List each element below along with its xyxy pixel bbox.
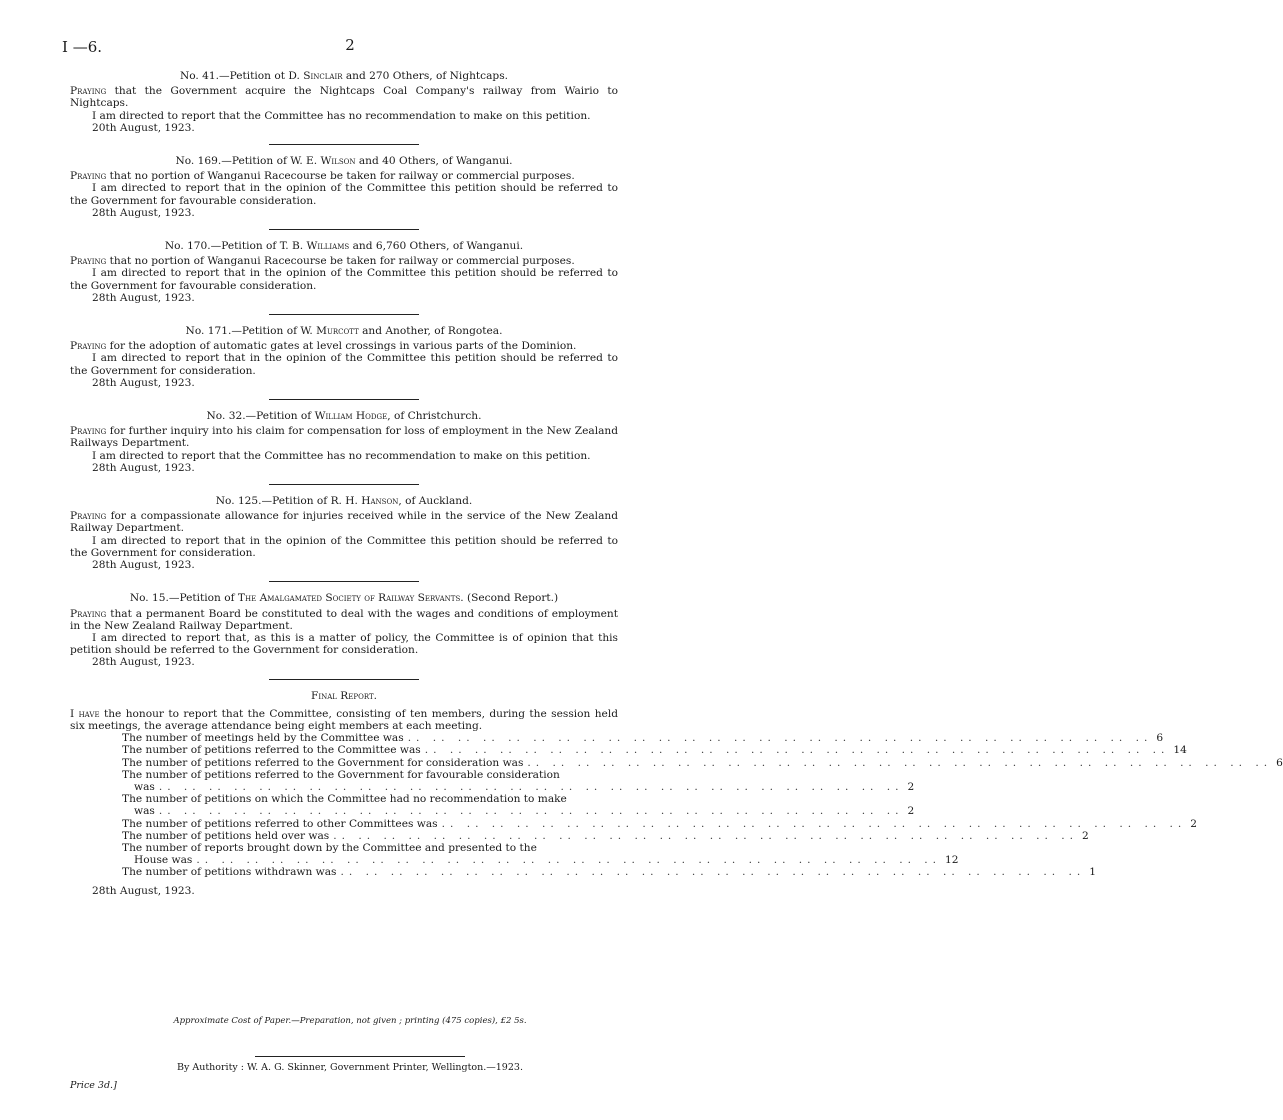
leader-dots: .. .. .. .. .. .. .. .. .. .. .. .. .. .. .. .. .. .. .. .. .. .. .. .. .. .. .. .. .. .. [196, 854, 942, 867]
statistic-item [122, 768, 915, 793]
petition-prayer [70, 85, 618, 109]
statistic-label: The number of reports brought down by the Committee and presented to the [122, 841, 537, 854]
committee-report: I am directed to report that the Committee has no recommendation to make on this petition. [92, 449, 591, 462]
page-number: 2 [345, 36, 355, 54]
petition-divider [269, 484, 419, 485]
committee-report: I am directed to report that, as this is a matter of policy, the Committee is of opinion that this petition should be referred to the Government for consideration. [70, 631, 618, 657]
petition-title-prefix: No. 169.—Petition of W. E. [175, 155, 321, 168]
petition-date: 28th August, 1923. [92, 376, 195, 389]
petition-prayer [70, 510, 618, 534]
petition-date: 28th August, 1923. [92, 559, 195, 572]
praying-word: Praying [70, 607, 107, 620]
committee-report: I am directed to report that the Committee has no recommendation to make on this petition. [92, 109, 591, 122]
statistic-value: 2 [907, 780, 915, 793]
statistic-item [122, 829, 1089, 842]
footer-divider [255, 1056, 465, 1057]
statistic-label: The number of petitions withdrawn was [122, 866, 337, 879]
committee-report: I am directed to report that in the opinion of the Committee this petition should be referred to the Government for consideration. [70, 352, 618, 377]
document-body [70, 70, 1283, 897]
section-divider [269, 679, 419, 680]
statistic-item [122, 866, 1096, 879]
petition-entry [70, 70, 618, 134]
petition-title [70, 240, 618, 252]
petition-entry [70, 410, 618, 474]
statistic-label-continued: was [134, 780, 155, 793]
praying-text: that no portion of Wanganui Racecourse be taken for railway or commercial purposes. [106, 170, 575, 183]
leader-dots: .. .. .. .. .. .. .. .. .. .. .. .. .. .. .. .. .. .. .. .. .. .. .. .. .. .. .. .. .. .. [407, 732, 1153, 745]
petition-title-suffix: and 6,760 Others, of Wanganui. [349, 240, 524, 253]
petition-title-prefix: No. 41.—Petition ot D. [179, 70, 304, 82]
cost-of-paper-note: Approximate Cost of Paper.—Preparation, not given ; printing (475 copies), £2 5s. [173, 1016, 527, 1026]
committee-report: I am directed to report that in the opinion of the Committee this petition should be referred to the Government for consideration. [70, 534, 618, 559]
petition-entry [70, 155, 618, 219]
statistic-item [122, 756, 1283, 769]
petition-date: 20th August, 1923. [92, 121, 195, 134]
praying-word: Praying [70, 425, 107, 438]
statistic-label: The number of petitions on which the Committee had no recommendation to make [122, 793, 567, 806]
petition-entry [70, 592, 618, 668]
praying-text: that a permanent Board be constituted to deal with the wages and conditions of employment in the New Zealand Railway Department. [70, 607, 618, 632]
petition-title [70, 155, 618, 167]
statistic-value: 2 [1081, 829, 1089, 842]
statistic-label: The number of petitions held over was [122, 829, 330, 842]
petition-title [70, 495, 618, 507]
leader-dots: .. .. .. .. .. .. .. .. .. .. .. .. .. .. .. .. .. .. .. .. .. .. .. .. .. .. .. .. .. .. [424, 744, 1170, 757]
praying-text: that the Government acquire the Nightcaps Coal Company's railway from Wairio to Nightcaps. [70, 85, 618, 110]
petition-title-prefix: No. 125.—Petition of R. H. [215, 495, 362, 508]
leader-dots: .. .. .. .. .. .. .. .. .. .. .. .. .. .. .. .. .. .. .. .. .. .. .. .. .. .. .. .. .. .. [158, 805, 904, 818]
petition-entry [70, 325, 618, 389]
petitioner-name: Murcott [316, 325, 359, 338]
final-report-title: Final Report. [310, 689, 378, 702]
petition-divider [269, 314, 419, 315]
statistic-value: 1 [1089, 866, 1096, 879]
petition-title [70, 410, 618, 422]
statistic-item [122, 744, 1187, 757]
praying-word: Praying [70, 170, 107, 183]
committee-report: I am directed to report that in the opinion of the Committee this petition should be referred to the Government for favourable consideration. [70, 182, 618, 207]
leader-dots: .. .. .. .. .. .. .. .. .. .. .. .. .. .. .. .. .. .. .. .. .. .. .. .. .. .. .. .. .. .. [441, 817, 1187, 830]
petition-divider [269, 229, 419, 230]
statistic-value: 2 [907, 805, 915, 818]
leader-dots: .. .. .. .. .. .. .. .. .. .. .. .. .. .. .. .. .. .. .. .. .. .. .. .. .. .. .. .. .. .. [158, 780, 904, 793]
petition-title-prefix: No. 170.—Petition of T. B. [164, 240, 307, 253]
leader-dots: .. .. .. .. .. .. .. .. .. .. .. .. .. .. .. .. .. .. .. .. .. .. .. .. .. .. .. .. .. .. [340, 866, 1086, 879]
praying-word: Praying [70, 85, 107, 98]
petition-divider [269, 144, 419, 145]
praying-text: for further inquiry into his claim for compensation for loss of employment in the New Zealand Railways Department. [70, 425, 618, 450]
final-report [70, 689, 1283, 897]
petition-divider [269, 581, 419, 582]
statistic-label: The number of petitions referred to the Government for consideration was [122, 756, 524, 769]
petition-title-suffix: and Another, of Rongotea. [358, 325, 503, 338]
petition-date: 28th August, 1923. [92, 291, 195, 304]
praying-word: Praying [70, 510, 107, 523]
petition-prayer [70, 255, 618, 267]
intro-text: the honour to report that the Committee, consisting of ten members, during the session held six meetings, the average attendance being eight members at each meeting. [70, 707, 618, 732]
report-series-code: I —6. [62, 38, 103, 56]
statistics-list [122, 732, 1283, 879]
petition-date: 28th August, 1923. [92, 461, 195, 474]
statistic-value: 14 [1173, 744, 1187, 757]
praying-text: for the adoption of automatic gates at level crossings in various parts of the Dominion. [106, 340, 577, 353]
statistic-value: 6 [1276, 756, 1283, 769]
petition-prayer [70, 425, 618, 449]
petition-date: 28th August, 1923. [92, 656, 195, 669]
final-report-date: 28th August, 1923. [92, 884, 195, 897]
petition-title [70, 70, 618, 82]
statistic-label: The number of petitions referred to the Committee was [122, 744, 421, 757]
petitioner-name: William Hodge [314, 410, 388, 423]
statistic-label-continued: was [134, 805, 155, 818]
statistic-item [122, 793, 915, 818]
statistic-item [122, 817, 1198, 830]
petitioner-name: Hanson [361, 495, 399, 508]
petition-title-suffix: , of Christchurch. [387, 410, 482, 423]
praying-text: that no portion of Wanganui Racecourse be taken for railway or commercial purposes. [106, 255, 575, 268]
petition-entry [70, 495, 618, 571]
leader-dots: .. .. .. .. .. .. .. .. .. .. .. .. .. .. .. .. .. .. .. .. .. .. .. .. .. .. .. .. .. .. [527, 756, 1273, 769]
petition-title-suffix: and 40 Others, of Wanganui. [355, 155, 513, 168]
petition-prayer [70, 340, 618, 352]
petitioner-name: The Amalgamated Society of Railway Servants [237, 592, 461, 605]
petition-prayer [70, 608, 618, 632]
petition-prayer [70, 170, 618, 182]
statistic-label: The number of meetings held by the Committee was [122, 732, 404, 745]
petitioner-name: Williams [306, 240, 350, 253]
praying-word: Praying [70, 255, 107, 268]
petitioner-name: Sinclair [303, 70, 343, 82]
statistic-value: 6 [1156, 732, 1164, 745]
statistic-label-continued: House was [134, 854, 193, 867]
petition-title-suffix: . (Second Report.) [460, 592, 559, 605]
praying-text: for a compassionate allowance for injuries received while in the service of the New Zealand Railway Department. [70, 510, 618, 535]
petitioner-name: Wilson [320, 155, 356, 168]
praying-word: Praying [70, 340, 107, 353]
statistic-value: 2 [1190, 817, 1198, 830]
committee-report: I am directed to report that in the opinion of the Committee this petition should be referred to the Government for favourable consideration. [70, 267, 618, 292]
petition-entry [70, 240, 618, 304]
petition-title-suffix: and 270 Others, of Nightcaps. [342, 70, 509, 82]
printer-authority: By Authority : W. A. G. Skinner, Government Printer, Wellington.—1923. [177, 1062, 523, 1073]
statistic-label: The number of petitions referred to the Government for favourable consideration [122, 768, 560, 781]
final-report-intro [70, 708, 618, 732]
intro-lead-word: I have [70, 707, 100, 720]
petition-date: 28th August, 1923. [92, 206, 195, 219]
petitions-list [70, 70, 618, 669]
petition-divider [269, 399, 419, 400]
petition-title-prefix: No. 171.—Petition of W. [185, 325, 317, 338]
petition-title-prefix: No. 15.—Petition of [129, 592, 238, 605]
price-note: Price 3d.] [70, 1080, 117, 1091]
statistic-value: 12 [945, 854, 959, 867]
petition-title-prefix: No. 32.—Petition of [206, 410, 315, 423]
petition-title [70, 592, 618, 604]
petition-title [70, 325, 618, 337]
statistic-label: The number of petitions referred to other Committees was [122, 817, 438, 830]
leader-dots: .. .. .. .. .. .. .. .. .. .. .. .. .. .. .. .. .. .. .. .. .. .. .. .. .. .. .. .. .. .. [333, 829, 1078, 842]
statistic-item [122, 841, 959, 867]
statistic-item [122, 732, 1164, 745]
petition-title-suffix: , of Auckland. [398, 495, 473, 508]
